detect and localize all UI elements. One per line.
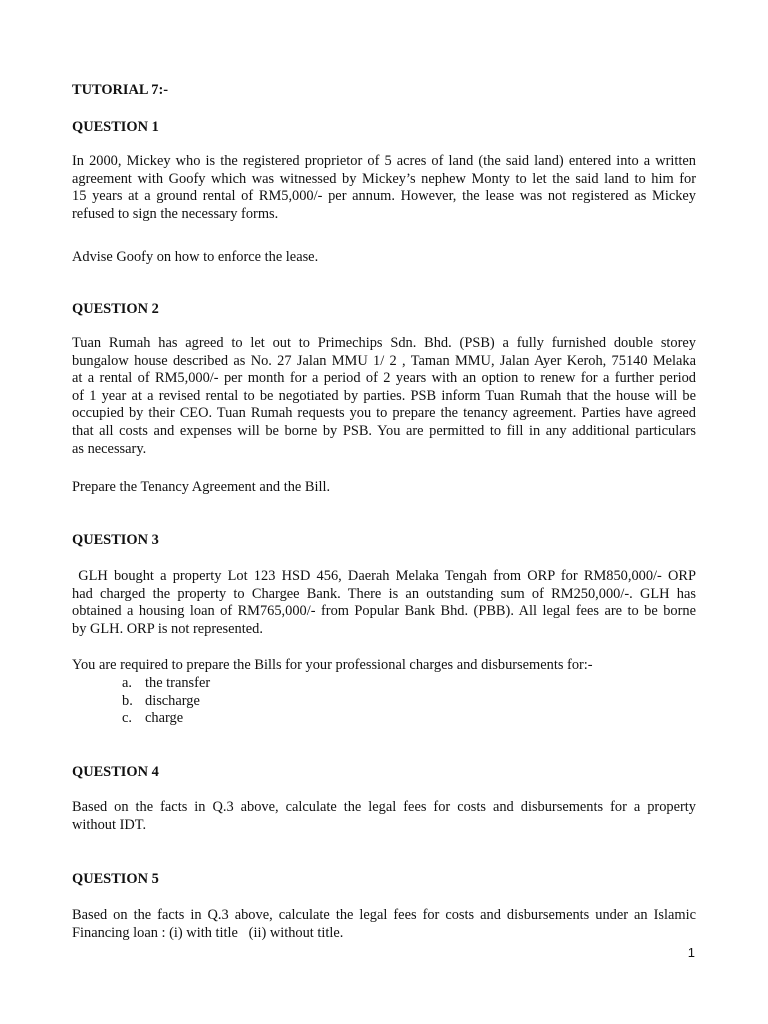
list-item-text: discharge [145,692,200,709]
question-2-line: that all costs and expenses will be borne by PSB. You are permitted to fill in any additional particulars [72,422,696,439]
question-2-instruction: Prepare the Tenancy Agreement and the Bill. [72,479,331,495]
question-3-line: by GLH. ORP is not represented. [72,620,263,637]
question-3-item-list [122,675,210,728]
list-item [122,675,210,693]
list-item-marker: a. [122,675,132,691]
question-1-line: refused to sign the necessary forms. [72,205,279,222]
question-5-heading: QUESTION 5 [72,871,159,887]
question-1-line: agreement with Goofy which was witnessed by Mickey’s nephew Monty to let the said land to him for [72,170,696,187]
question-3-heading: QUESTION 3 [72,532,159,548]
list-item-marker: b. [122,692,133,709]
list-item-text: the transfer [145,675,211,691]
question-2-heading: QUESTION 2 [72,301,159,317]
question-1-paragraph [72,153,696,223]
question-1-instruction: Advise Goofy on how to enforce the lease. [72,249,319,265]
question-5-paragraph [72,907,696,942]
question-2-line: bungalow house described as No. 27 Jalan MMU 1/ 2 , Taman MMU, Jalan Ayer Keroh, 75140 Melaka [72,352,696,369]
question-4-line: Based on the facts in Q.3 above, calculate the legal fees for costs and disbursements for a property [72,799,696,815]
question-2-line: occupied by their CEO. Tuan Rumah requests you to prepare the tenancy agreement. Parties have agreed [72,405,696,422]
question-3-line: obtained a housing loan of RM765,000/- from Popular Bank Bhd. (PBB). All legal fees are to be borne [72,603,696,620]
question-4-paragraph [72,799,696,834]
question-3-paragraph [72,568,696,638]
question-4-line: without IDT. [72,816,147,833]
question-3-line: had charged the property to Chargee Bank. There is an outstanding sum of RM250,000/-. GLH has [72,585,696,602]
list-item-text: charge [145,710,184,727]
question-2-line: of 1 year at a revised rental to be negotiated by parties. PSB inform Tuan Rumah that the house will be [72,387,696,404]
question-2-paragraph [72,335,696,458]
question-5-line: Based on the facts in Q.3 above, calculate the legal fees for costs and disbursements under an Islamic [72,907,696,923]
question-1-line: In 2000, Mickey who is the registered proprietor of 5 acres of land (the said land) entered into a written [72,153,696,169]
list-item-marker: c. [122,710,132,727]
question-3-line: GLH bought a property Lot 123 HSD 456, Daerah Melaka Tengah from ORP for RM850,000/- ORP [72,568,696,584]
question-2-line: as necessary. [72,440,147,457]
list-item [122,693,210,711]
document-title: TUTORIAL 7:- [72,82,169,98]
question-2-line: at a rental of RM5,000/- per month for a period of 2 years with an option to renew for a further period [72,370,696,387]
question-2-line: Tuan Rumah has agreed to let out to Primechips Sdn. Bhd. (PSB) a fully furnished double storey [72,335,696,351]
list-item [122,710,210,728]
question-1-heading: QUESTION 1 [72,119,159,135]
question-4-heading: QUESTION 4 [72,764,159,780]
question-3-instruction: You are required to prepare the Bills for your professional charges and disbursements for:- [72,657,593,673]
page-number: 1 [687,945,695,960]
question-5-line: Financing loan : (i) with title (ii) without title. [72,924,344,941]
question-1-line: 15 years at a ground rental of RM5,000/- per annum. However, the lease was not registered as Mickey [72,188,696,205]
